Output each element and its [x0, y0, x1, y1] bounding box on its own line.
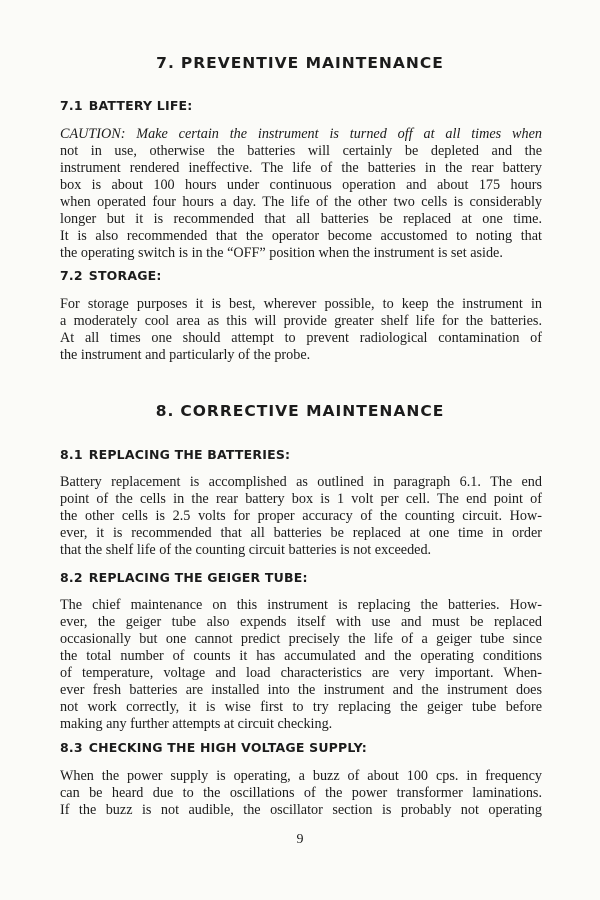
section-8-3-paragraph: [60, 768, 542, 819]
paragraph-line: At all times one should attempt to prevent radiological contamination of: [60, 330, 542, 346]
chapter-title: CORRECTIVE MAINTENANCE: [180, 402, 445, 420]
paragraph-line: a moderately cool area as this will provide greater shelf life for the batteries.: [60, 313, 542, 329]
section-8-1-paragraph: [60, 474, 542, 559]
paragraph-line: the operating switch is in the “OFF” position when the instrument is set aside.: [60, 245, 503, 261]
paragraph-line: box is about 100 hours under continuous operation and about 175 hours: [60, 177, 542, 193]
page-number: 9: [296, 832, 304, 847]
paragraph-line: When the power supply is operating, a buzz of about 100 cps. in frequency: [60, 768, 542, 784]
section-number: 8.3: [60, 740, 83, 755]
paragraph-line: instrument rendered ineffective. The life of the batteries in the rear battery: [60, 160, 542, 176]
section-title: REPLACING THE BATTERIES:: [88, 447, 291, 462]
section-7-2-paragraph: [60, 296, 542, 364]
chapter-number: 8.: [155, 402, 175, 420]
section-7-1-heading: [60, 98, 540, 113]
paragraph-line: of temperature, voltage and load characteristics are very important. When-: [60, 665, 542, 681]
paragraph-line: If the buzz is not audible, the oscillator section is probably not operating: [60, 802, 542, 818]
section-title: STORAGE:: [88, 268, 162, 283]
paragraph-line: occasionally but one cannot predict precisely the life of a geiger tube since: [60, 631, 542, 647]
chapter-7-heading: [0, 54, 600, 72]
section-7-2-heading: [60, 268, 540, 283]
paragraph-line: ever fresh batteries are installed into the instrument and the instrument does: [60, 682, 542, 698]
section-title: REPLACING THE GEIGER TUBE:: [88, 570, 308, 585]
paragraph-line: making any further attempts at circuit checking.: [60, 716, 333, 732]
chapter-8-heading: [0, 402, 600, 420]
section-number: 7.2: [60, 268, 83, 283]
paragraph-line: the instrument and particularly of the probe.: [60, 347, 311, 363]
section-title: BATTERY LIFE:: [88, 98, 193, 113]
paragraph-line: not work correctly, it is wise first to try replacing the geiger tube before: [60, 699, 542, 715]
paragraph-line: longer but it is recommended that all batteries be replaced at one time.: [60, 211, 542, 227]
paragraph-line: ever, the geiger tube also expends itself with use and must be replaced: [60, 614, 542, 630]
caution-label: CAUTION:: [60, 126, 126, 142]
paragraph-line: It is also recommended that the operator become accustomed to noting that: [60, 228, 542, 244]
section-8-2-paragraph: [60, 597, 542, 733]
paragraph-line: that the shelf life of the counting circuit batteries is not exceeded.: [60, 542, 432, 558]
section-number: 8.1: [60, 447, 83, 462]
paragraph-line: point of the cells in the rear battery box is 1 volt per cell. The end point of: [60, 491, 542, 507]
paragraph-line: CAUTION: Make certain the instrument is turned off at all times when: [60, 126, 542, 142]
paragraph-line: the other cells is 2.5 volts for proper accuracy of the counting circuit. How-: [60, 508, 542, 524]
section-7-1-paragraph: [60, 126, 542, 262]
paragraph-line: can be heard due to the oscillations of the power transformer laminations.: [60, 785, 542, 801]
section-8-1-heading: [60, 447, 540, 462]
paragraph-line: the total number of counts it has accumulated and the operating conditions: [60, 648, 542, 664]
section-8-3-heading: [60, 740, 540, 755]
section-number: 8.2: [60, 570, 83, 585]
chapter-title: PREVENTIVE MAINTENANCE: [180, 54, 444, 72]
chapter-number: 7.: [156, 54, 175, 72]
paragraph-line: when operated four hours a day. The life of the other two cells is considerably: [60, 194, 542, 210]
paragraph-line: not in use, otherwise the batteries will certainly be depleted and the: [60, 143, 542, 159]
paragraph-line: For storage purposes it is best, wherever possible, to keep the instrument in: [60, 296, 542, 312]
section-number: 7.1: [60, 98, 83, 113]
paragraph-line: The chief maintenance on this instrument is replacing the batteries. How-: [60, 597, 542, 613]
paragraph-line: Battery replacement is accomplished as outlined in paragraph 6.1. The end: [60, 474, 542, 490]
paragraph-line: ever, it is recommended that all batteries be replaced at one time in order: [60, 525, 542, 541]
section-8-2-heading: [60, 570, 540, 585]
section-title: CHECKING THE HIGH VOLTAGE SUPPLY:: [88, 740, 367, 755]
